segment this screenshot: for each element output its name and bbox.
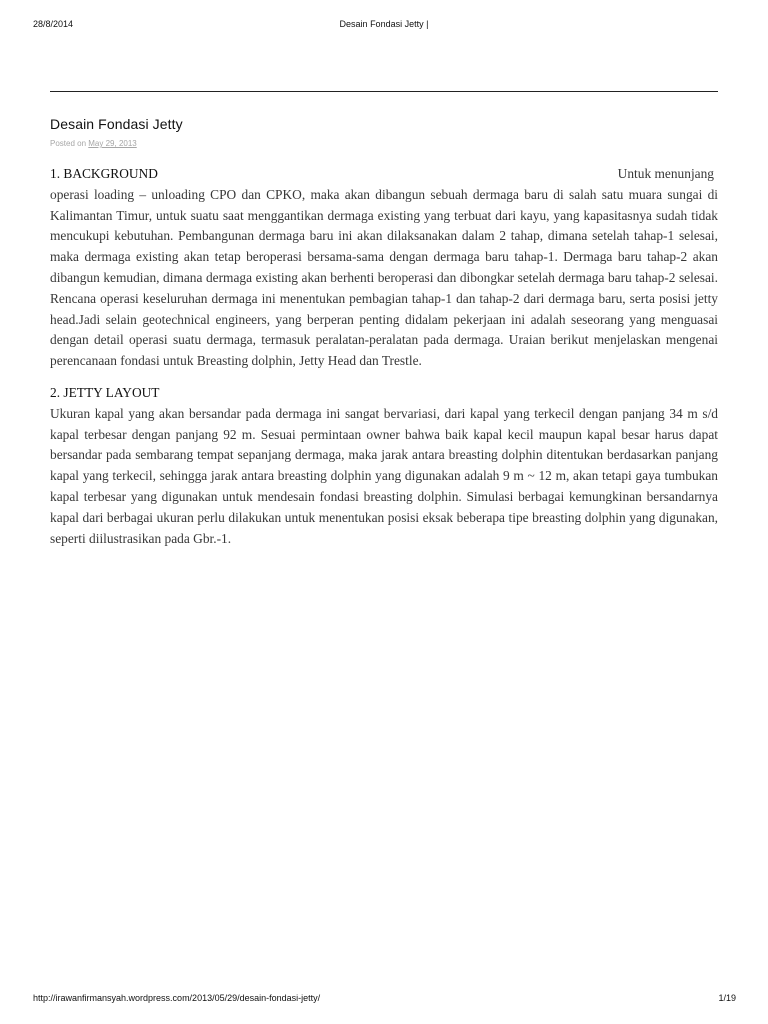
section-background-heading: 1. BACKGROUND <box>50 166 158 181</box>
post-title: Desain Fondasi Jetty <box>50 116 183 132</box>
posted-on-label: Posted on <box>50 139 87 148</box>
section-jetty-layout-paragraph: Ukuran kapal yang akan bersandar pada dermaga ini sangat bervariasi, dari kapal yang terkecil dengan panjang 34 m s/d kapal terbesar dengan panjang 92 m. Sesuai permintaan owner bahwa baik kapal kecil maupun kapal besar harus dapat bersandar pada sembarang tempat sepanjang dermaga, maka jarak antara breasting dolphin ditentukan berdasarkan panjang kapal yang terkecil, sehingga jarak antara breasting dolphin yang digunakan adalah 9 m ~ 12 m, akan tetapi gaya tumbukan kapal terbesar yang digunakan untuk mendesain fondasi breasting dolphin. Simulasi berbagai kemungkinan bersandarnya kapal dari berbagai ukuran perlu dilakukan untuk menentukan posisi eksak beberapa tipe breasting dolphin yang digunakan, seperti diilustrasikan pada Gbr.-1. <box>50 405 718 546</box>
section-background-lead: Untuk menunjang <box>617 166 714 181</box>
print-page-title: Desain Fondasi Jetty | <box>339 19 429 29</box>
posted-date-link[interactable]: May 29, 2013 <box>88 139 137 148</box>
section-background-paragraph: operasi loading – unloading CPO dan CPKO, maka akan dibangun sebuah dermaga baru di salah satu muara sungai di Kalimantan Timur, untuk suatu saat menggantikan dermaga existing yang terbuat dari kayu, yang kapasitasnya sudah tidak mencukupi kebutuhan. Pembangunan dermaga baru ini akan dilaksanakan dalam 2 tahap, dimana setelah tahap-1 selesai, maka dermaga existing akan tetap beroperasi bersama-sama dengan dermaga baru tahap-1. Dermaga baru tahap-2 akan dibangun kemudian, dimana dermaga existing akan berhenti beroperasi dan dibongkar setelah dermaga baru tahap-2 selesai. Rencana operasi keseluruhan dermaga ini menentukan pembagian tahap-1 dan tahap-2 dari dermaga baru, serta posisi jetty head.Jadi selain geotechnical engineers, yang berperan penting didalam pekerjaan ini adalah seseorang yang menguasai dengan detail operasi suatu dermaga, termasuk peralatan-peralatan pada dermaga. Uraian berikut menjelaskan mengenai perencanaan fondasi untuk Breasting dolphin, Jetty Head dan Trestle. <box>50 186 718 369</box>
post-meta <box>50 139 137 148</box>
print-footer <box>0 993 768 1007</box>
section-background <box>50 164 718 372</box>
section-background-first-line <box>50 164 718 185</box>
section-jetty-layout <box>50 383 718 549</box>
print-source-url: http://irawanfirmansyah.wordpress.com/2013/05/29/desain-fondasi-jetty/ <box>33 993 321 1003</box>
section-jetty-layout-heading: 2. JETTY LAYOUT <box>50 384 160 400</box>
print-page-number: 1/19 <box>718 993 736 1003</box>
print-date: 28/8/2014 <box>33 19 74 29</box>
article-body <box>50 164 718 549</box>
header-divider <box>50 91 718 92</box>
print-header <box>0 19 768 33</box>
